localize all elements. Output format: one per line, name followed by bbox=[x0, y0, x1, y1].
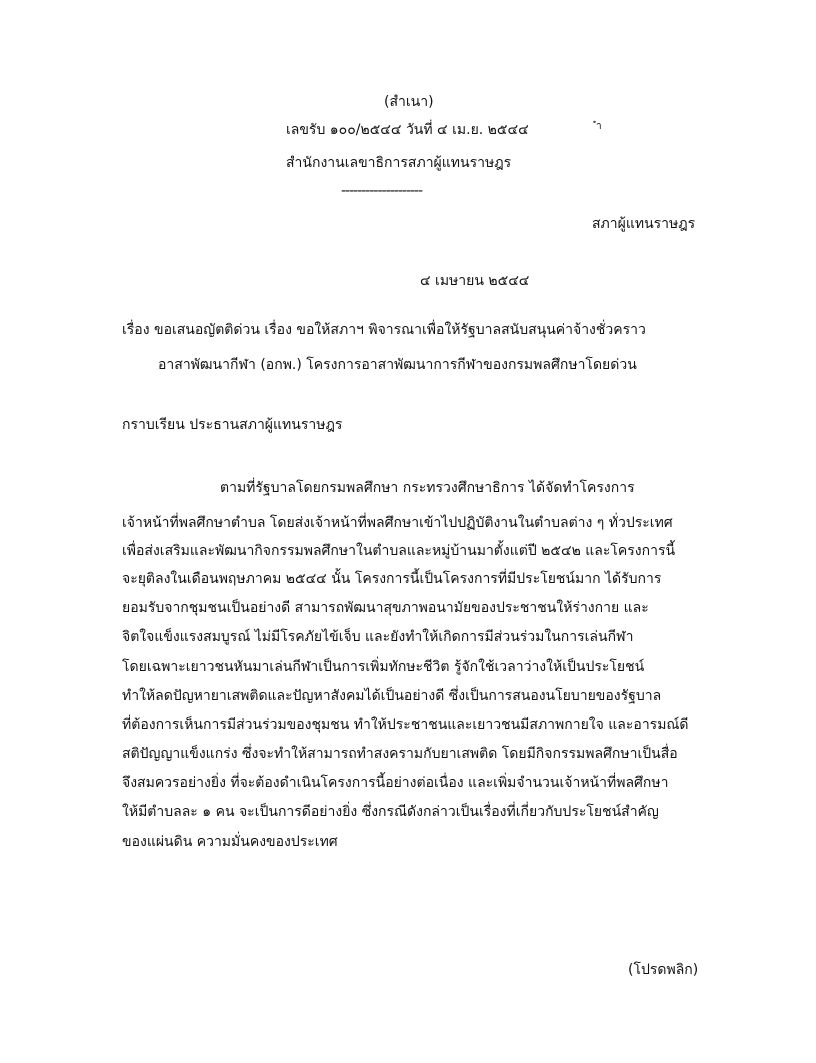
receipt-number-line: เลขรับ ๑๐๐/๒๕๔๔ วันที่ ๔ เม.ย. ๒๕๔๔ bbox=[286, 122, 529, 138]
body-line: โดยเฉพาะเยาวชนหันมาเล่นกีฬาเป็นการเพิ่มทักษะชีวิต รู้จักใช้เวลาว่างให้เป็นประโยชน์ bbox=[122, 659, 645, 675]
body-line: ให้มีตำบลละ ๑ คน จะเป็นการดีอย่างยิ่ง ซึ่งกรณีดังกล่าวเป็นเรื่องที่เกี่ยวกับประโยชน์สำคัญ bbox=[122, 804, 659, 820]
body-line: ของแผ่นดิน ความมั่นคงของประเทศ bbox=[122, 834, 338, 850]
copy-label: (สำเนา) bbox=[384, 94, 434, 110]
turn-over-note: (โปรดพลิก) bbox=[628, 962, 699, 978]
body-line: ยอมรับจากชุมชนเป็นอย่างดี สามารถพัฒนาสุขภาพอนามัยของประชาชนให้ร่างกาย และ bbox=[122, 600, 649, 616]
receipt-mark: ำ bbox=[596, 121, 602, 132]
body-line: ที่ต้องการเห็นการมีส่วนร่วมของชุมชน ทำให้ประชาชนและเยาวชนมีสภาพกายใจ และอารมณ์ดี bbox=[122, 717, 689, 733]
salutation: กราบเรียน ประธานสภาผู้แทนราษฎร bbox=[122, 417, 343, 433]
body-line: ทำให้ลดปัญหายาเสพติดและปัญหาสังคมได้เป็นอย่างดี ซึ่งเป็นการสนองนโยบายของรัฐบาล bbox=[122, 688, 662, 704]
subject-line-2: อาสาพัฒนากีฬา (อกพ.) โครงการอาสาพัฒนาการกีฬาของกรมพลศึกษาโดยด่วน bbox=[158, 357, 637, 373]
body-line: สติปัญญาแข็งแกร่ง ซึ่งจะทำให้สามารถทำสงครามกับยาเสพติด โดยมีกิจกรรมพลศึกษาเป็นสื่อ bbox=[122, 746, 678, 762]
body-line: ตามที่รัฐบาลโดยกรมพลศึกษา กระทรวงศึกษาธิการ ได้จัดทำโครงการ bbox=[220, 480, 635, 496]
header-divider: -------------------- bbox=[341, 183, 423, 199]
body-line: จะยุติลงในเดือนพฤษภาคม ๒๕๔๔ นั้น โครงการนี้เป็นโครงการที่มีประโยชน์มาก ได้รับการ bbox=[122, 571, 662, 587]
sender-name: สภาผู้แทนราษฎร bbox=[592, 216, 696, 232]
body-line: จึงสมควรอย่างยิ่ง ที่จะต้องดำเนินโครงการนี้อย่างต่อเนื่อง และเพิ่มจำนวนเจ้าหน้าที่พลศึกษา bbox=[122, 775, 669, 791]
office-name: สำนักงานเลขาธิการสภาผู้แทนราษฎร bbox=[286, 155, 512, 171]
body-line: เพื่อส่งเสริมและพัฒนากิจกรรมพลศึกษาในตำบลและหมู่บ้านมาตั้งแต่ปี ๒๕๔๒ และโครงการนี้ bbox=[122, 543, 676, 559]
body-line: เจ้าหน้าที่พลศึกษาตำบล โดยส่งเจ้าหน้าที่พลศึกษาเข้าไปปฏิบัติงานในตำบลต่าง ๆ ทั่วประเทศ bbox=[122, 515, 673, 531]
subject-line-1: เรื่อง ขอเสนอญัตติด่วน เรื่อง ขอให้สภาฯ พิจารณาเพื่อให้รัฐบาลสนับสนุนค่าจ้างชั่วคราว bbox=[122, 322, 646, 338]
letter-date: ๔ เมษายน ๒๕๔๔ bbox=[420, 273, 530, 289]
body-line: จิตใจแข็งแรงสมบูรณ์ ไม่มีโรคภัยไข้เจ็บ และยังทำให้เกิดการมีส่วนร่วมในการเล่นกีฬา bbox=[122, 629, 634, 645]
